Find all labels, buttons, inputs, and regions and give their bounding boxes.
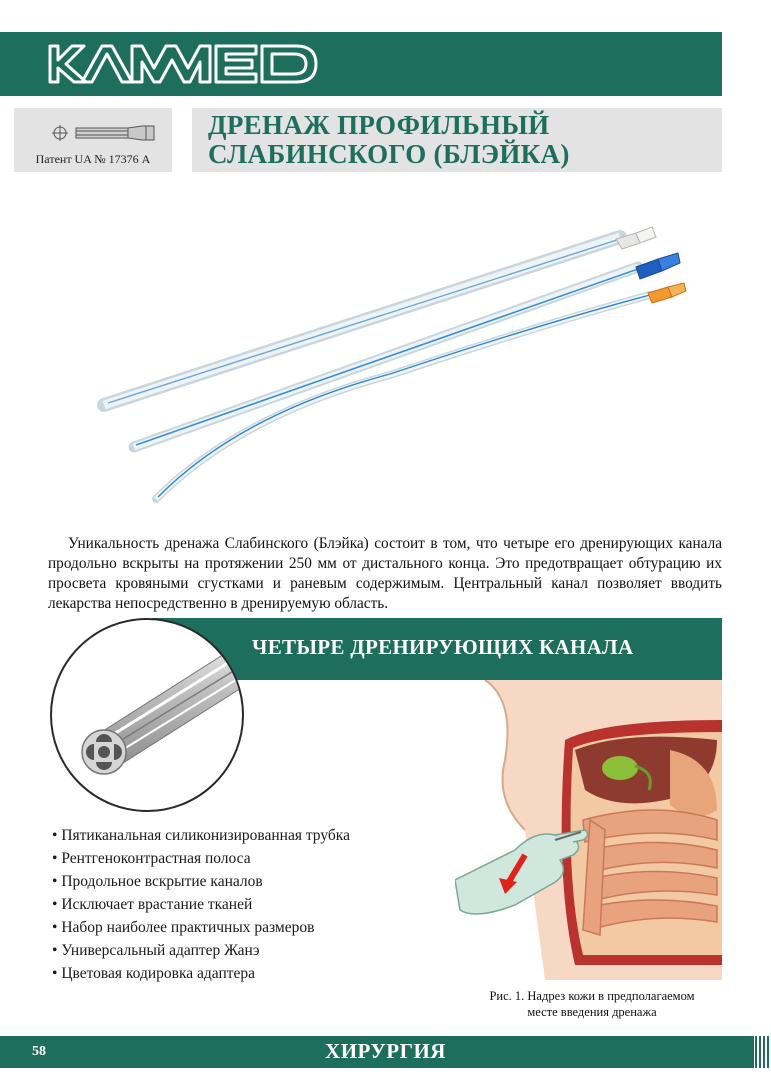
caption-line-1: Рис. 1. Надрез кожи в предполагаемом: [489, 989, 695, 1003]
drain-orange-adapter: [156, 283, 686, 499]
footer-section-title: ХИРУРГИЯ: [325, 1039, 446, 1063]
feature-item: • Цветовая кодировка адаптера: [52, 962, 350, 985]
three-drains-image: [90, 215, 700, 515]
patent-box: [14, 108, 172, 172]
feature-item: • Продольное вскрытие каналов: [52, 870, 350, 893]
feature-item: • Пятиканальная силиконизированная трубка: [52, 824, 350, 847]
title-line-2: СЛАБИНСКОГО (БЛЭЙКА): [208, 139, 570, 169]
section-band: [152, 618, 722, 680]
caption-line-2: месте введения дренажа: [527, 1005, 657, 1019]
footer-band: [0, 1036, 771, 1068]
footer-stripes-decoration: [754, 1036, 771, 1068]
abdomen-anatomy-illustration: [455, 680, 722, 980]
drain-blue-adapter: [134, 253, 680, 447]
features-list: [52, 824, 350, 985]
feature-item: • Рентгеноконтрастная полоса: [52, 847, 350, 870]
patent-number: Патент UA № 17376 А: [35, 152, 151, 166]
drain-adapter-icon: [50, 118, 160, 148]
tube-cross-section-icon: [52, 620, 242, 810]
description-paragraph: Уникальность дренажа Слабинского (Блэйка) состоит в том, что четыре его дренирующих канала продольно вскрыты на протяжении 250 мм от дистального конца. Это предотвращает обтурацию их просвета кровяными сгустками и раневым содержимым. Центральный канал позволяет вводить лекарства непосредственно в дренируемую область.: [48, 535, 722, 612]
feature-item: • Набор наиболее практичных размеров: [52, 916, 350, 939]
feature-item: • Исключает врастание тканей: [52, 893, 350, 916]
kammed-logo: [44, 34, 324, 94]
title-line-1: ДРЕНАЖ ПРОФИЛЬНЫЙ: [208, 110, 550, 140]
feature-item: • Универсальный адаптер Жанэ: [52, 939, 350, 962]
tube-cross-section-magnifier: [50, 618, 244, 812]
figure-caption: [462, 988, 722, 1020]
page-number: 58: [32, 1044, 46, 1059]
page-title: [208, 111, 708, 169]
title-box: [192, 108, 722, 172]
section-title: ЧЕТЫРЕ ДРЕНИРУЮЩИХ КАНАЛА: [252, 635, 634, 659]
